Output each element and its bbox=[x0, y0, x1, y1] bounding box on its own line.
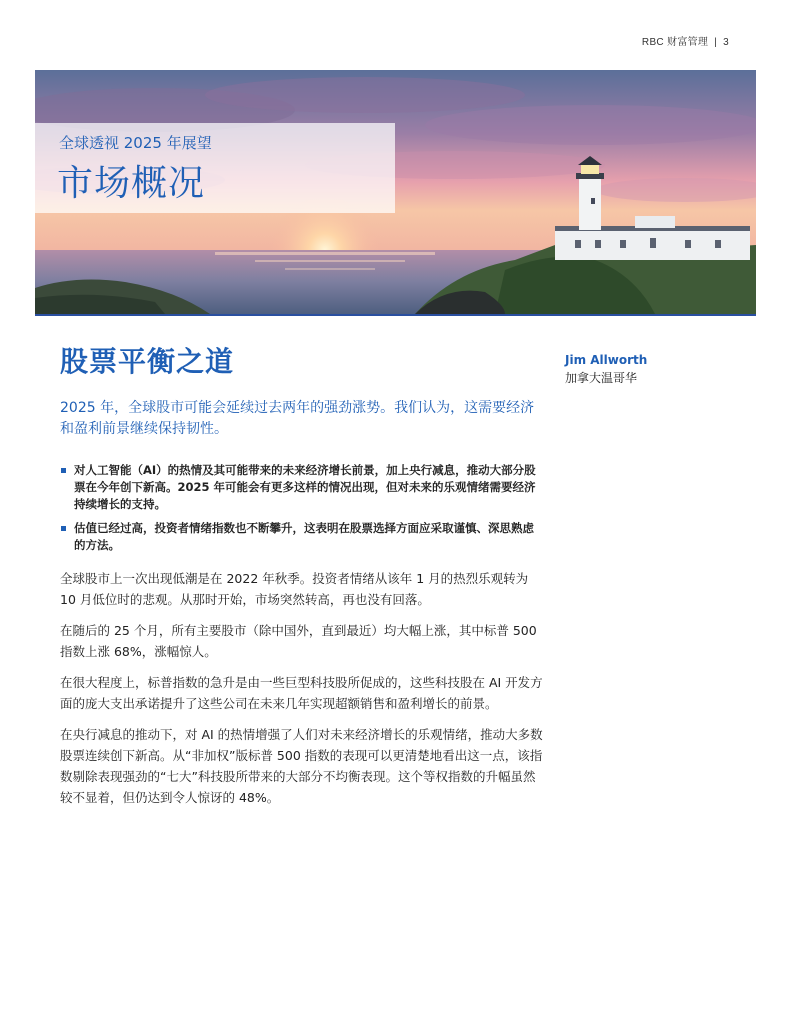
bullet-square-icon bbox=[61, 526, 66, 531]
header-separator: | bbox=[714, 37, 718, 48]
page-header bbox=[642, 33, 729, 48]
key-point-text: 对人工智能（AI）的热情及其可能带来的未来经济增长前景，加上央行减息，推动大部分股票在今年创下新高。2025 年可能会有更多这样的情况出现，但对未来的乐观情绪需要经济持续增长的支持。 bbox=[74, 463, 536, 511]
hero-title-box bbox=[35, 123, 395, 213]
article-title: 股票平衡之道 bbox=[60, 345, 235, 378]
body-paragraph: 在央行减息的推动下，对 AI 的热情增强了人们对未来经济增长的乐观情绪，推动大多数股票连续创下新高。从“非加权”版标普 500 指数的表现可以更清楚地看出这一点，该指数剔除表现强劲的“七大”科技股所带来的大部分不均衡表现。这个等权指数的升幅虽然较不显着，但仍达到令人惊讶的 48%。 bbox=[60, 727, 543, 805]
bullet-square-icon bbox=[61, 468, 66, 473]
page-number: 3 bbox=[723, 37, 729, 48]
section-title: 市场概况 bbox=[57, 163, 206, 204]
section-kicker: 全球透视 2025 年展望 bbox=[59, 134, 212, 152]
author-location: 加拿大温哥华 bbox=[565, 371, 638, 385]
brand-label: RBC 财富管理 bbox=[641, 37, 709, 48]
key-point bbox=[60, 462, 544, 513]
body-paragraph: 全球股市上一次出现低潮是在 2022 年秋季。投资者情绪从该年 1 月的热烈乐观转为 10 月低位时的悲观。从那时开始，市场突然转高，再也没有回落。 bbox=[60, 571, 529, 607]
article-body bbox=[60, 568, 544, 818]
body-paragraph: 在随后的 25 个月，所有主要股市（除中国外，直到最近）均大幅上涨，其中标普 500 指数上涨 68%，涨幅惊人。 bbox=[60, 623, 537, 659]
body-paragraph: 在很大程度上，标普指数的急升是由一些巨型科技股所促成的，这些科技股在 AI 开发方面的庞大支出承诺提升了这些公司在未来几年实现超额销售和盈利增长的前景。 bbox=[60, 675, 543, 711]
author-name: Jim Allworth bbox=[565, 353, 648, 367]
key-points-list bbox=[60, 462, 544, 561]
lead-paragraph: 2025 年，全球股市可能会延续过去两年的强劲涨势。我们认为，这需要经济和盈利前景继续保持韧性。 bbox=[60, 400, 535, 437]
author-block bbox=[565, 353, 647, 386]
key-point bbox=[60, 520, 544, 554]
key-point-text: 估值已经过高，投资者情绪指数也不断攀升，这表明在股票选择方面应采取谨慎、深思熟虑的方法。 bbox=[74, 521, 534, 552]
